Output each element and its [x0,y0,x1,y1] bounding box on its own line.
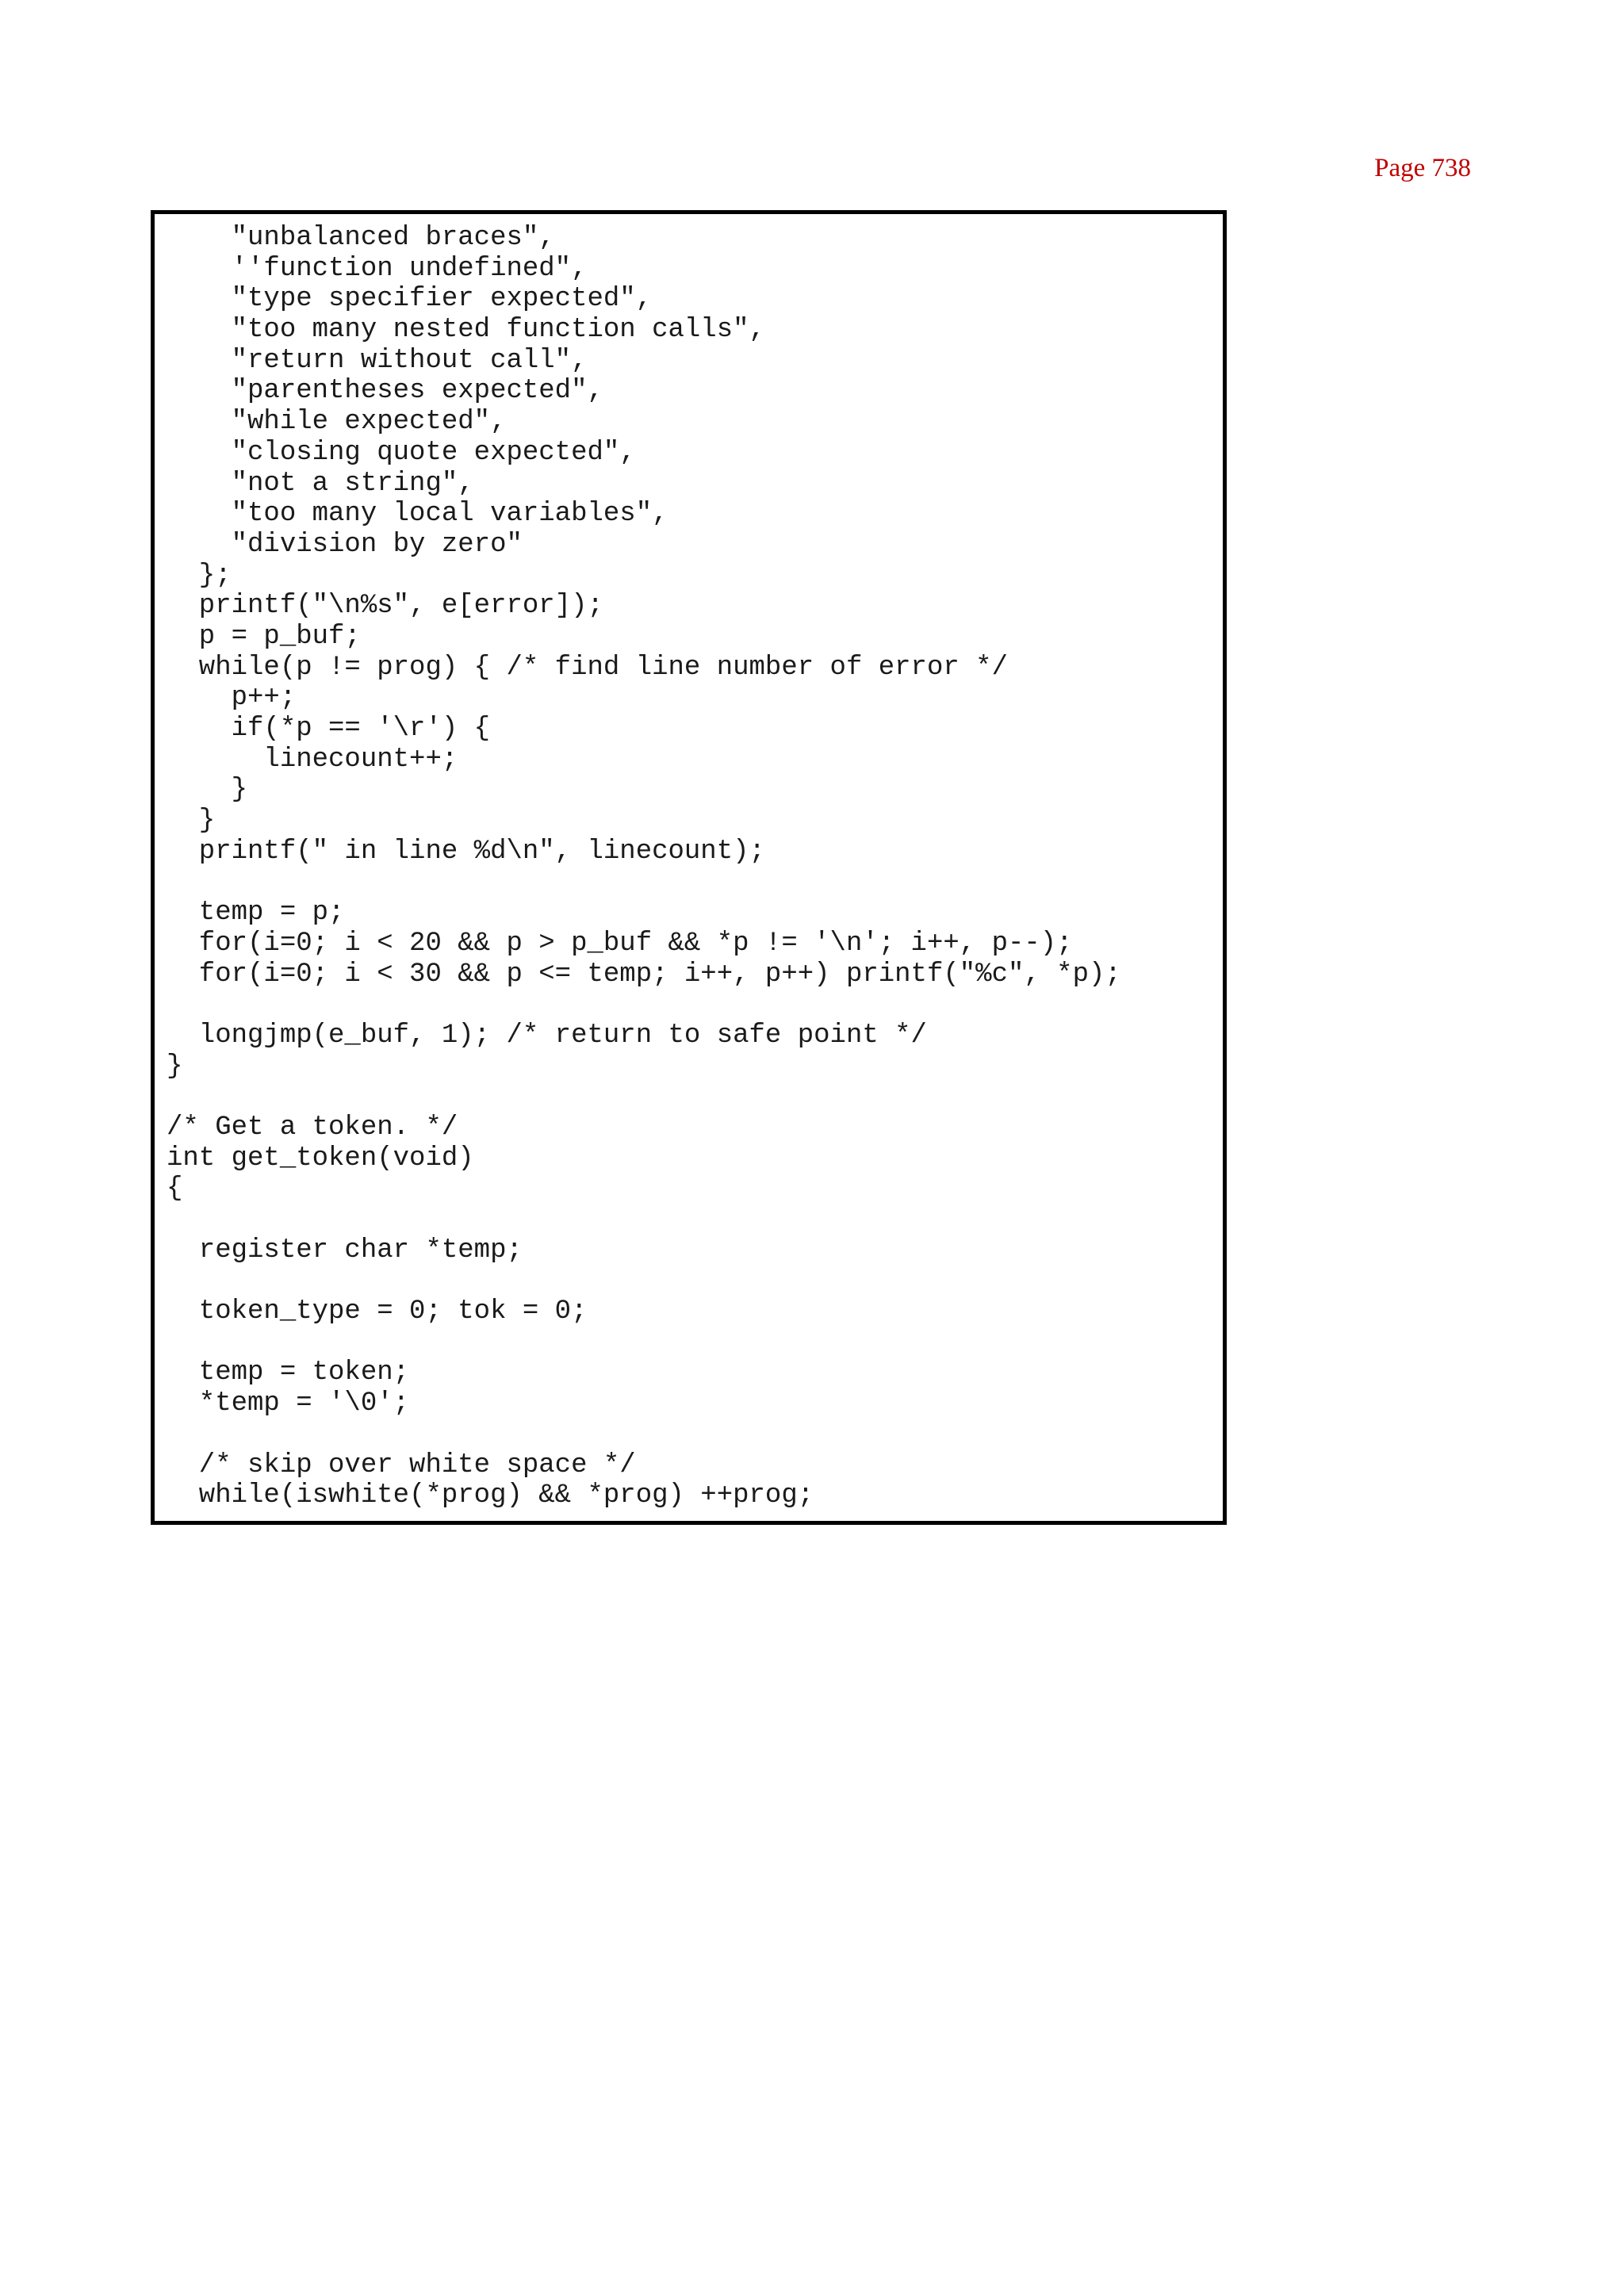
code-line: *temp = '\0'; [167,1388,410,1419]
code-line: "not a string", [167,468,474,499]
code-line: register char *temp; [167,1235,523,1266]
code-line: "while expected", [167,407,507,438]
code-line: } [167,806,216,837]
code-line: "unbalanced braces", [167,223,555,253]
code-line: /* Get a token. */ [167,1112,458,1143]
code-line [167,1204,1121,1235]
code-line: temp = p; [167,898,345,929]
code-line: }; [167,560,232,591]
code-line: "closing quote expected", [167,437,636,468]
code-line: "too many local variables", [167,499,668,530]
code-line: while(p != prog) { /* find line number of error */ [167,652,1008,683]
code-line: { [167,1174,183,1204]
code-line: temp = token; [167,1358,410,1388]
code-line [167,1082,1121,1113]
page-number: Page 738 [1374,154,1471,182]
code-line: } [167,1051,183,1082]
code-line: linecount++; [167,744,458,775]
code-line: /* skip over white space */ [167,1450,636,1480]
code-line: longjmp(e_buf, 1); /* return to safe point */ [167,1020,927,1051]
code-line: "type specifier expected", [167,284,653,315]
code-listing [167,223,1121,1511]
code-line: printf("\n%s", e[error]); [167,591,603,622]
code-line [167,867,1121,898]
code-line [167,990,1121,1021]
code-line: for(i=0; i < 20 && p > p_buf && *p != '\n'; i++, p--); [167,928,1073,959]
code-line: p++; [167,683,297,714]
code-line: ''function undefined", [167,253,588,284]
code-line: "parentheses expected", [167,376,603,407]
code-line: "return without call", [167,345,588,376]
code-line: "too many nested function calls", [167,315,765,346]
code-line [167,1419,1121,1450]
code-line: "division by zero" [167,529,523,560]
code-line: token_type = 0; tok = 0; [167,1296,588,1327]
code-line: if(*p == '\r') { [167,714,491,744]
code-line: for(i=0; i < 30 && p <= temp; i++, p++) printf("%c", *p); [167,959,1121,990]
code-line: while(iswhite(*prog) && *prog) ++prog; [167,1480,814,1511]
code-line: int get_token(void) [167,1143,474,1174]
code-line: } [167,775,248,806]
code-line: printf(" in line %d\n", linecount); [167,836,765,867]
code-listing-box [151,210,1227,1525]
code-line [167,1327,1121,1358]
code-line [167,1266,1121,1296]
code-line: p = p_buf; [167,621,361,652]
